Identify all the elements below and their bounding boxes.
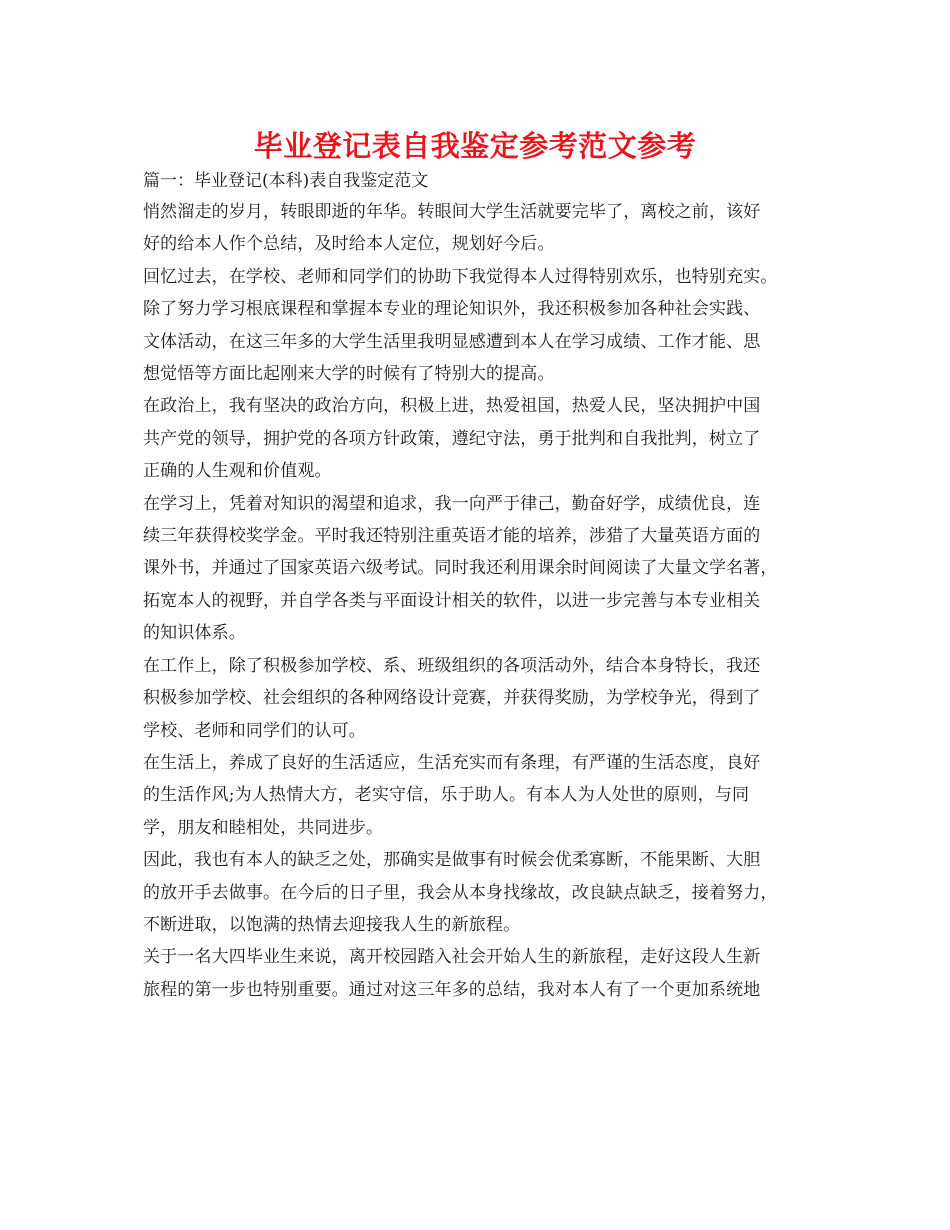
paragraph-line: 不断进取，以饱满的热情去迎接我人生的新旅程。 bbox=[143, 914, 521, 935]
paragraph-line: 积极参加学校、社会组织的各种网络设计竞赛，并获得奖励，为学校争光，得到了 bbox=[143, 688, 761, 709]
paragraph bbox=[143, 844, 823, 941]
paragraph bbox=[143, 488, 823, 650]
paragraph bbox=[143, 650, 823, 747]
document-body bbox=[143, 166, 823, 1006]
section-heading: 篇一：毕业登记(本科)表自我鉴定范文 bbox=[143, 171, 429, 191]
paragraph-line: 在政治上，我有坚决的政治方向，积极上进，热爱祖国，热爱人民，坚决拥护中国 bbox=[143, 396, 761, 417]
paragraph-line: 因此，我也有本人的缺乏之处，那确实是做事有时候会优柔寡断，不能果断、大胆 bbox=[143, 850, 761, 871]
paragraph-line: 除了努力学习根底课程和掌握本专业的理论知识外，我还积极参加各种社会实践、 bbox=[143, 299, 761, 320]
paragraph-line: 关于一名大四毕业生来说，离开校园踏入社会开始人生的新旅程，走好这段人生新 bbox=[143, 947, 761, 968]
paragraph-line: 续三年获得校奖学金。平时我还特别注重英语才能的培养，涉猎了大量英语方面的 bbox=[143, 526, 761, 547]
paragraph-line: 学，朋友和睦相处，共同进步。 bbox=[143, 817, 384, 838]
paragraph-line: 共产党的领导，拥护党的各项方针政策，遵纪守法，勇于批判和自我批判，树立了 bbox=[143, 428, 761, 449]
paragraph-line: 的放开手去做事。在今后的日子里，我会从本身找缘故，改良缺点缺乏，接着努力， bbox=[143, 882, 778, 903]
paragraph-line: 想觉悟等方面比起刚来大学的时候有了特别大的提高。 bbox=[143, 364, 555, 385]
document-title: 毕业登记表自我鉴定参考范文参考 bbox=[253, 129, 697, 163]
paragraph bbox=[143, 261, 823, 391]
paragraph-line: 在生活上，养成了良好的生活适应，生活充实而有条理，有严谨的生活态度，良好 bbox=[143, 752, 761, 773]
paragraph-line: 回忆过去，在学校、老师和同学们的协助下我觉得本人过得特别欢乐，也特别充实。 bbox=[143, 266, 778, 287]
paragraph-line: 学校、老师和同学们的认可。 bbox=[143, 720, 366, 741]
paragraph-line: 的知识体系。 bbox=[143, 623, 246, 644]
paragraph bbox=[143, 196, 823, 261]
paragraph bbox=[143, 390, 823, 487]
paragraph-line: 在学习上，凭着对知识的渴望和追求，我一向严于律己，勤奋好学，成绩优良，连 bbox=[143, 493, 761, 514]
paragraph bbox=[143, 941, 823, 1006]
paragraph-line: 文体活动，在这三年多的大学生活里我明显感遭到本人在学习成绩、工作才能、思 bbox=[143, 331, 761, 352]
paragraph bbox=[143, 747, 823, 844]
paragraph-line: 在工作上，除了积极参加学校、系、班级组织的各项活动外，结合本身特长，我还 bbox=[143, 655, 761, 676]
paragraph-line: 好的给本人作个总结，及时给本人定位，规划好今后。 bbox=[143, 234, 555, 255]
paragraph-line: 旅程的第一步也特别重要。通过对这三年多的总结，我对本人有了一个更加系统地 bbox=[143, 979, 761, 1000]
paragraph-line: 的生活作风;为人热情大方，老实守信，乐于助人。有本人为人处世的原则，与同 bbox=[143, 785, 750, 806]
paragraph-line: 课外书，并通过了国家英语六级考试。同时我还利用课余时间阅读了大量文学名著， bbox=[143, 558, 778, 579]
paragraph-line: 悄然溜走的岁月，转眼即逝的年华。转眼间大学生活就要完毕了，离校之前，该好 bbox=[143, 202, 761, 222]
paragraph-line: 正确的人生观和价值观。 bbox=[143, 461, 332, 482]
paragraph-line: 拓宽本人的视野，并自学各类与平面设计相关的软件，以进一步完善与本专业相关 bbox=[143, 590, 761, 611]
paragraph-list bbox=[143, 196, 823, 1006]
